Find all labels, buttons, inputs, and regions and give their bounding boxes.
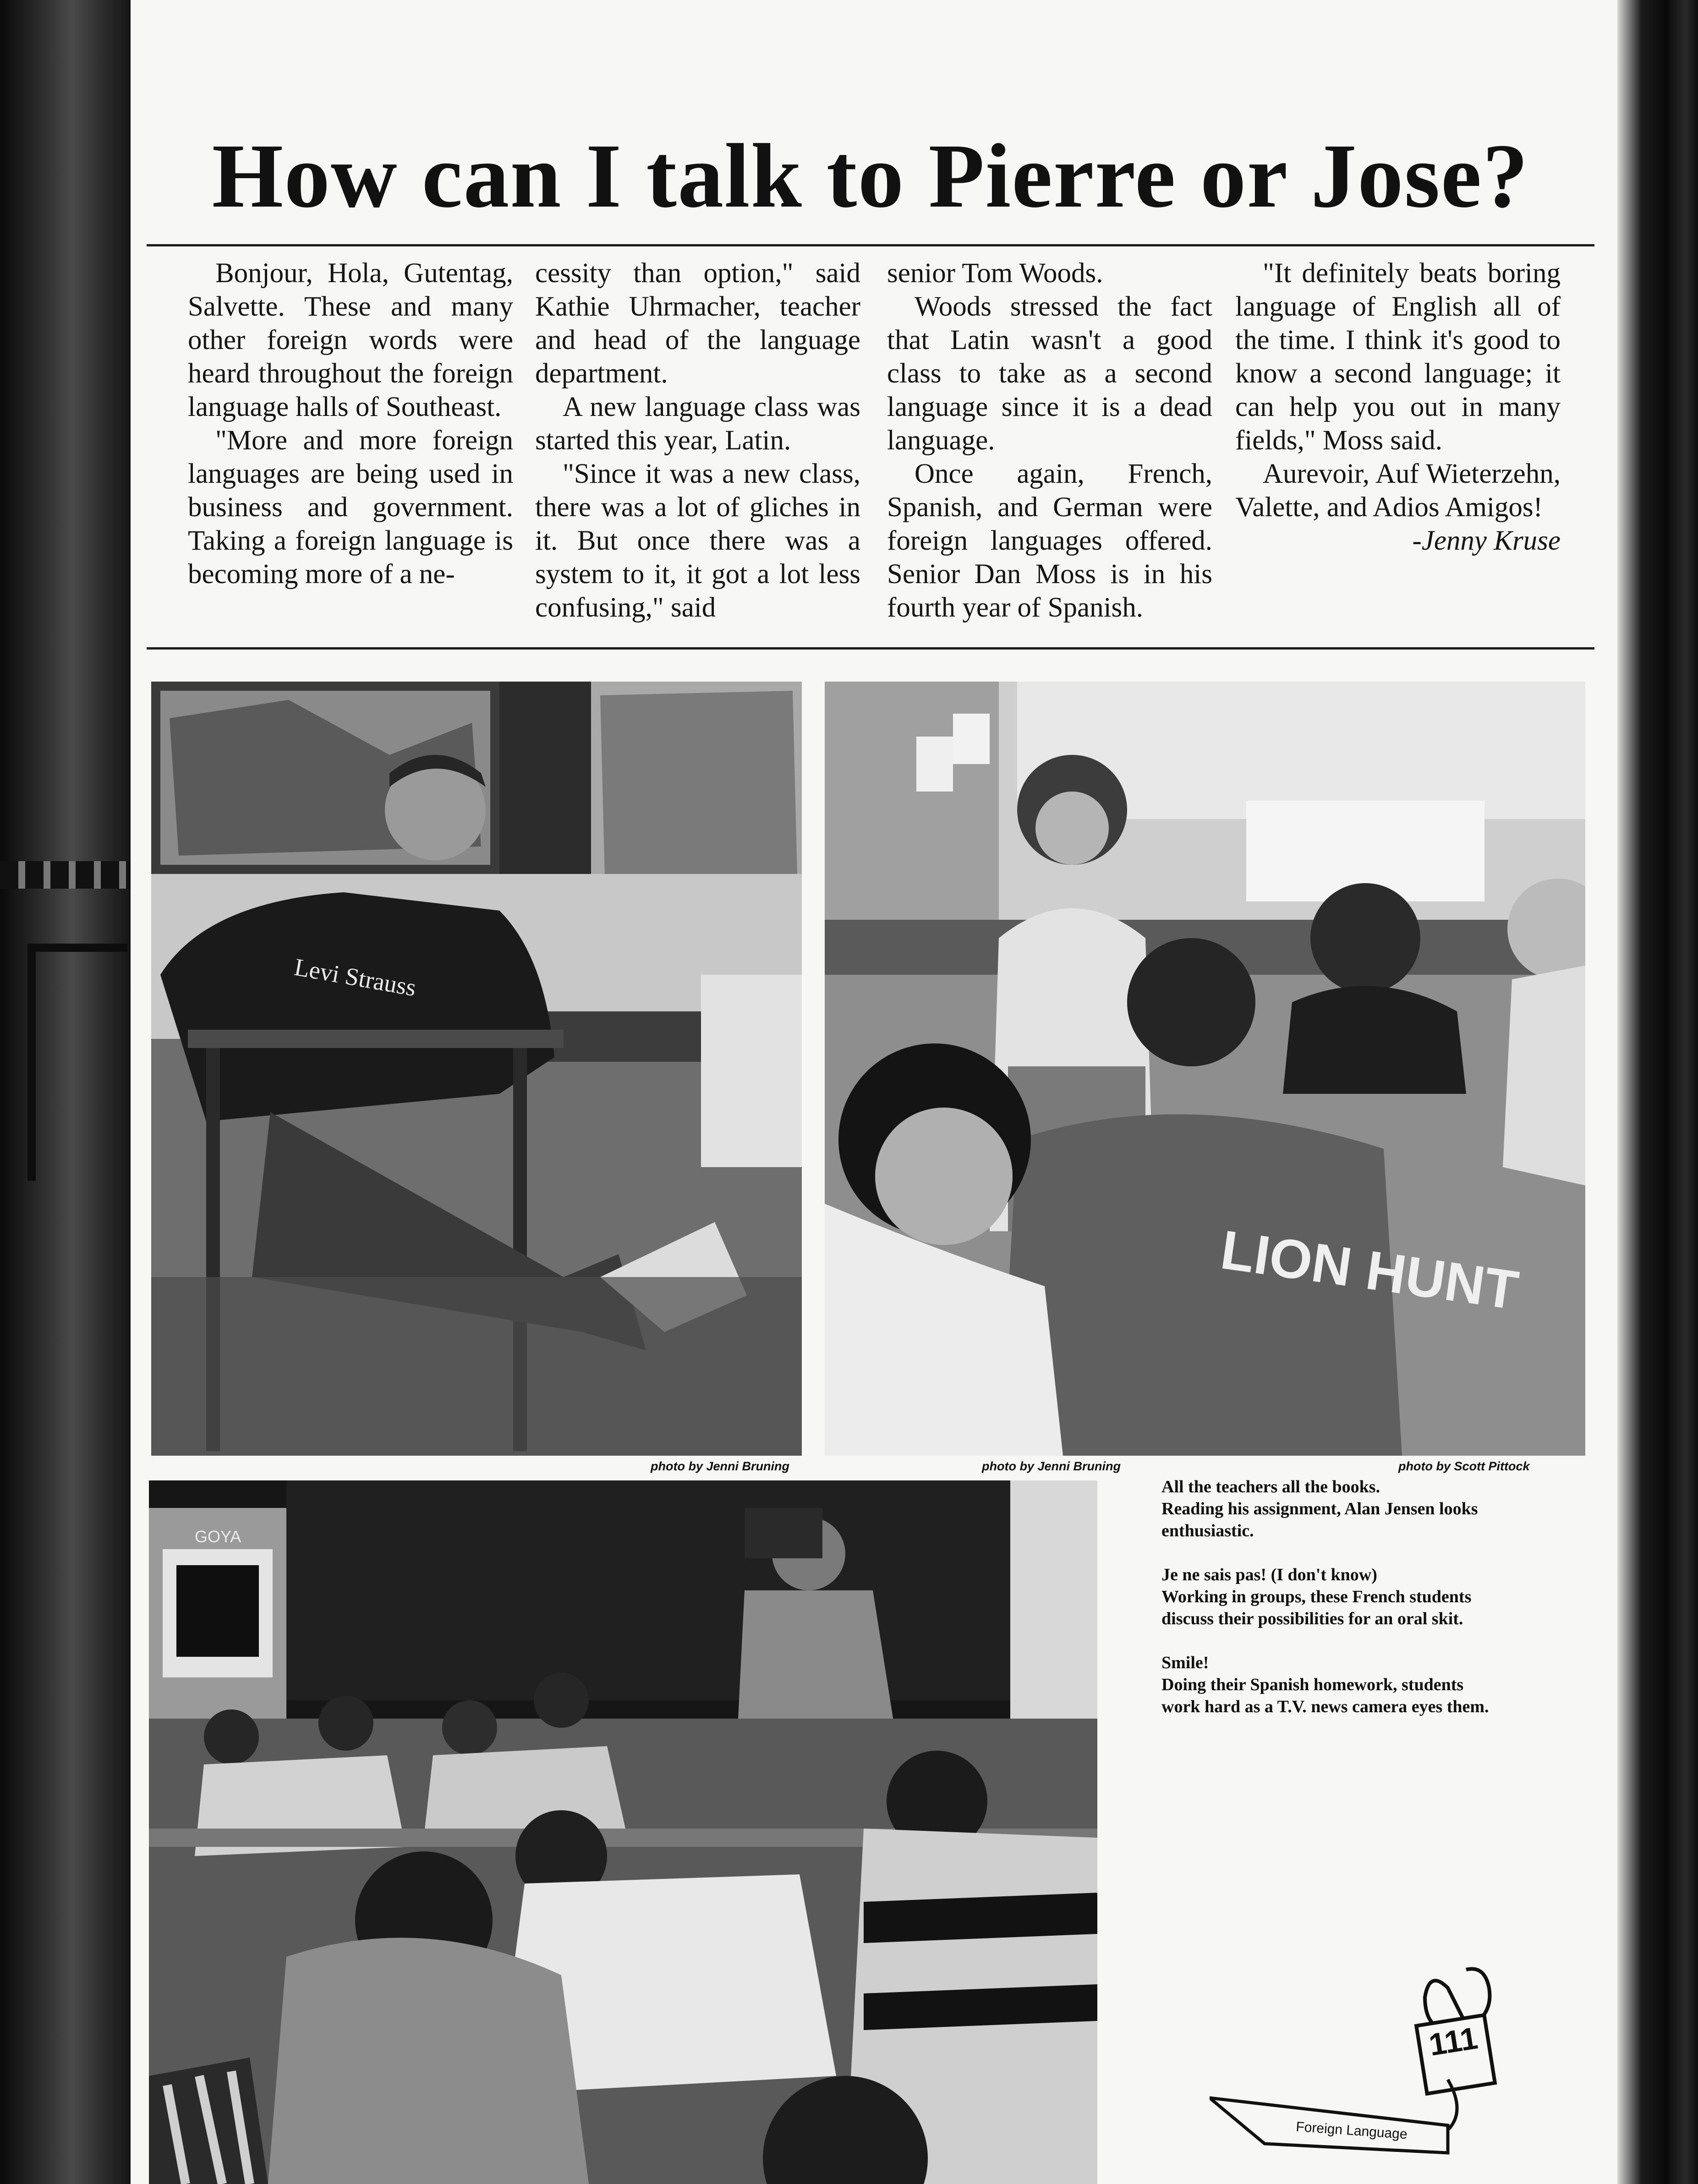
page-folio bbox=[1210, 1960, 1530, 2171]
caption-heading: Smile! bbox=[1161, 1653, 1209, 1672]
bleed-radiator bbox=[0, 861, 131, 889]
paragraph: senior Tom Woods. bbox=[887, 258, 1103, 289]
photo-french-class bbox=[825, 682, 1585, 1456]
byline: -Jenny Kruse bbox=[1412, 525, 1561, 556]
article-column-3 bbox=[887, 257, 1212, 624]
left-page-bleed bbox=[0, 0, 131, 2184]
article-column-2 bbox=[535, 257, 860, 624]
caption-text: Working in groups, these French students discuss their possibilities for an oral skit. bbox=[1161, 1587, 1472, 1628]
paragraph: "Since it was a new class, there was a lot of gliches in it. But once there was a system to it, it got a lot less confusing," said bbox=[535, 459, 860, 623]
article-column-1 bbox=[188, 257, 513, 591]
caption-3 bbox=[1161, 1652, 1491, 1718]
photo-spanish-class bbox=[149, 1480, 1097, 2184]
article-body bbox=[188, 257, 1562, 632]
wall-sign-text: GOYA bbox=[195, 1527, 241, 1546]
page-number: 111 bbox=[1426, 2020, 1480, 2063]
caption-1 bbox=[1161, 1476, 1491, 1542]
photo-student-reading bbox=[151, 682, 802, 1456]
paragraph: "More and more foreign languages are being used in business and government. Taking a foreign language is becoming more of a ne- bbox=[188, 425, 513, 590]
paragraph: Aurevoir, Auf Wieterzehn, Valette, and Adios Amigos! bbox=[1235, 459, 1561, 523]
sweatshirt-text-1: Levi Strauss bbox=[292, 953, 418, 1002]
caption-text: Doing their Spanish homework, students work hard as a T.V. news camera eyes them. bbox=[1161, 1675, 1489, 1716]
sweatshirt-text-2: LION HUNT bbox=[1217, 1219, 1522, 1321]
caption-heading: All the teachers all the books. bbox=[1161, 1477, 1380, 1496]
headline-rule bbox=[147, 244, 1594, 246]
photo-french-class-image bbox=[825, 682, 1585, 1456]
page-headline: How can I talk to Pierre or Jose? bbox=[212, 126, 1529, 227]
paragraph: "It definitely beats boring language of English all of the time. I think it's good to know a second language; it can help you out in many fields," Moss said. bbox=[1235, 258, 1561, 456]
caption-text: Reading his assignment, Alan Jensen looks enthusiastic. bbox=[1161, 1499, 1478, 1540]
paragraph: Once again, French, Spanish, and German were foreign languages offered. Senior Dan Moss is in his fourth year of Spanish. bbox=[887, 459, 1212, 623]
photo-captions bbox=[1161, 1476, 1491, 1740]
paragraph: A new language class was started this year, Latin. bbox=[535, 392, 860, 456]
photo-credit-1: photo by Jenni Bruning bbox=[651, 1459, 789, 1473]
paragraph: Woods stressed the fact that Latin wasn't a good class to take as a second language since it is a dead language. bbox=[887, 291, 1212, 456]
caption-heading: Je ne sais pas! (I don't know) bbox=[1161, 1565, 1377, 1584]
paragraph: cessity than option," said Kathie Uhrmacher, teacher and head of the language department. bbox=[535, 258, 860, 389]
bleed-chair bbox=[27, 944, 127, 1181]
photo-credit-3: photo by Scott Pittock bbox=[1398, 1459, 1530, 1473]
article-column-4 bbox=[1235, 257, 1561, 557]
photo-student-reading-image bbox=[151, 682, 802, 1456]
paragraph: Bonjour, Hola, Gutentag, Salvette. These and many other foreign words were heard throughout the foreign language halls of Southeast. bbox=[188, 258, 513, 422]
photo-credit-2: photo by Jenni Bruning bbox=[982, 1459, 1121, 1473]
photo-spanish-class-image bbox=[149, 1480, 1097, 2184]
article-rule bbox=[147, 647, 1594, 650]
section-label: Foreign Language bbox=[1295, 2119, 1408, 2142]
book-spine bbox=[1617, 0, 1698, 2184]
caption-2 bbox=[1161, 1564, 1491, 1630]
